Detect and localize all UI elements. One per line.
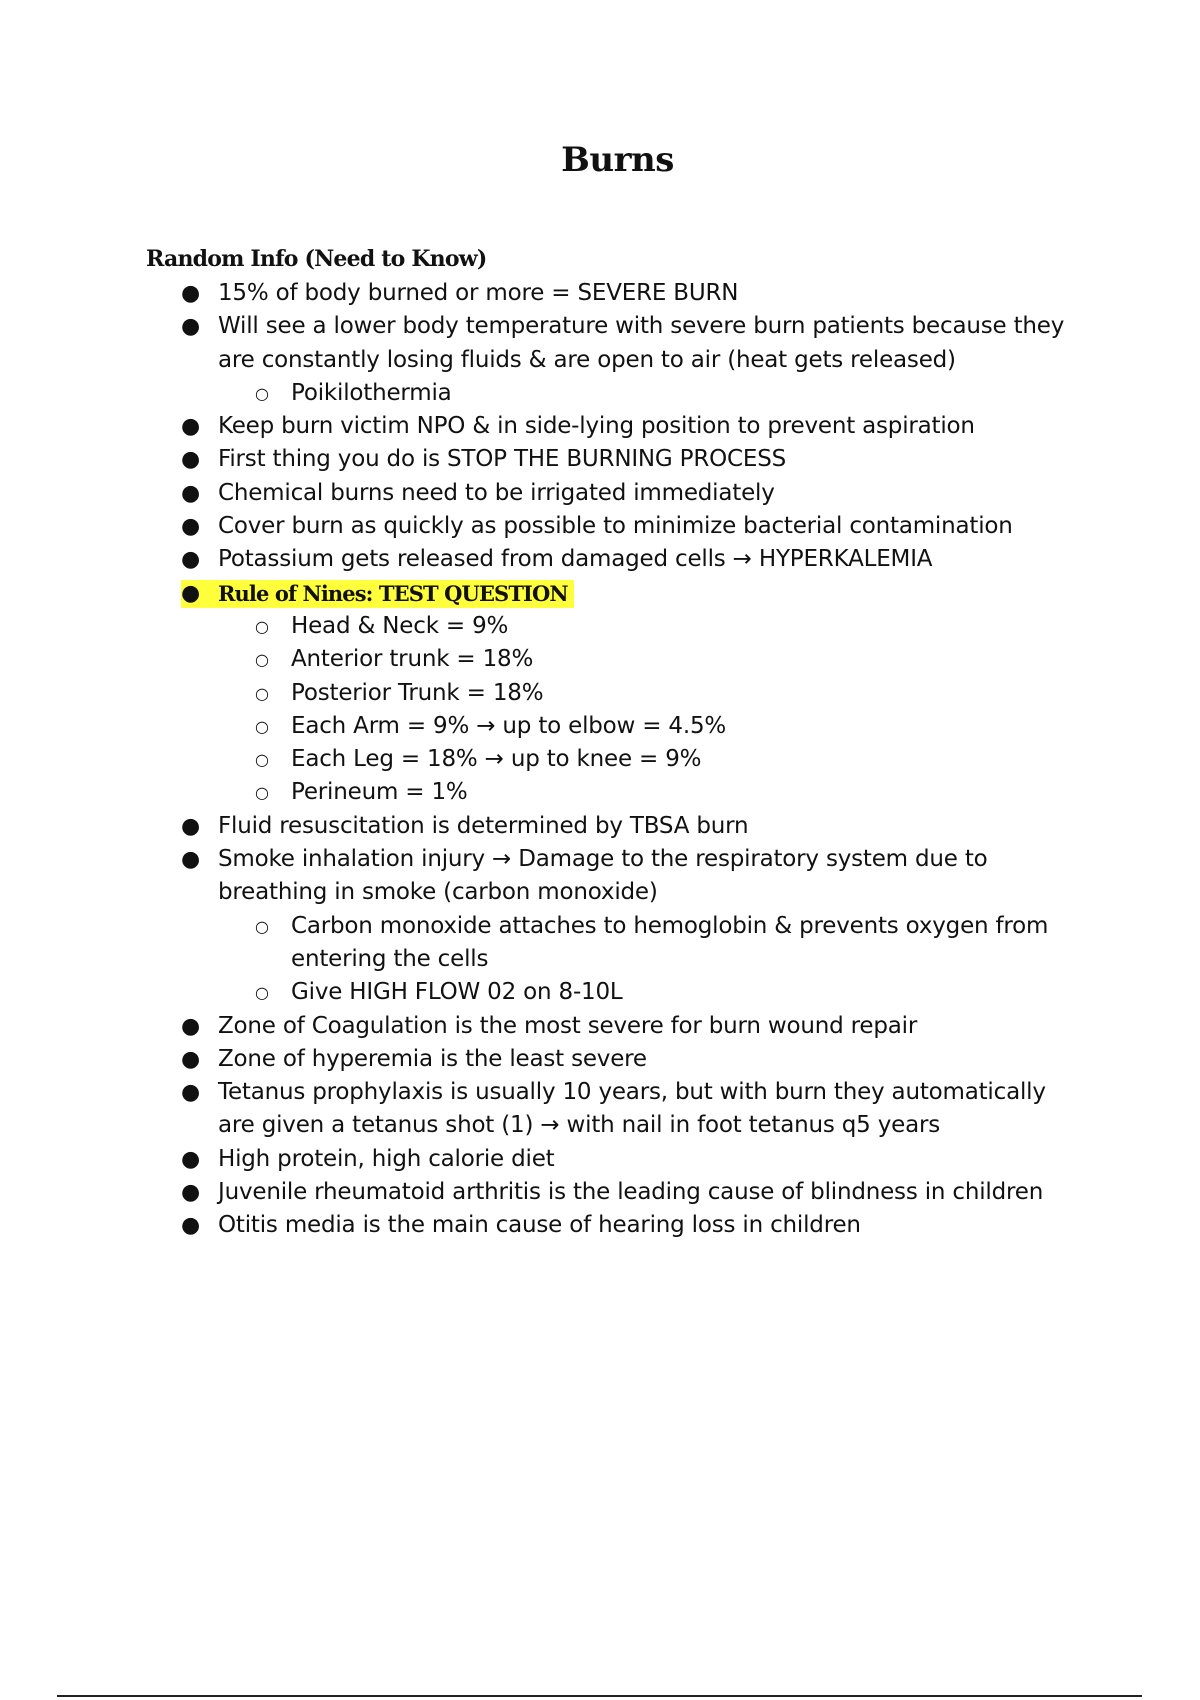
sub-bullet-icon: ○ [255, 916, 269, 936]
list-item [0, 1143, 1200, 1176]
sub-bullet-icon: ○ [255, 650, 269, 670]
sub-list-item [0, 610, 1200, 643]
bullet-icon: ● [181, 1080, 201, 1106]
list-item-text: 15% of body burned or more = SEVERE BURN [218, 280, 739, 306]
list-item-text: Cover burn as quickly as possible to minimize bacterial contamination [218, 513, 1013, 540]
list-item [0, 1209, 1200, 1242]
sub-bullet-icon: ○ [255, 683, 269, 703]
highlighted-list-item [0, 577, 1200, 610]
sub-list-item [0, 776, 1200, 809]
list-item [0, 810, 1200, 843]
list-item-text: are constantly losing fluids & are open to air (heat gets released) [218, 346, 956, 373]
sub-list-item-text: Give HIGH FLOW 02 on 8-10L [291, 979, 623, 1006]
sub-list-item-continuation [0, 943, 1200, 976]
bullet-icon: ● [181, 813, 201, 839]
list-item [0, 477, 1200, 510]
sub-list-item-text: Each Arm = 9% → up to elbow = 4.5% [291, 712, 727, 739]
list-item-text: High protein, high calorie diet [218, 1145, 555, 1172]
list-item-text: Potassium gets released from damaged cells → HYPERKALEMIA [218, 546, 933, 573]
sub-list-item-text: entering the cells [291, 945, 489, 972]
bullet-icon: ● [181, 480, 201, 506]
list-item-text: Zone of hyperemia is the least severe [218, 1045, 647, 1072]
sub-list-item-text: Anterior trunk = 18% [291, 646, 534, 673]
sub-list-item [0, 710, 1200, 743]
bullet-icon: ● [181, 580, 201, 606]
list-item-text: Will see a lower body temperature with severe burn patients because they [218, 313, 1065, 340]
list-item-text: Tetanus prophylaxis is usually 10 years, but with burn they automatically [218, 1079, 1046, 1106]
list-item-text: Chemical burns need to be irrigated immediately [218, 479, 775, 506]
list-item-text: Fluid resuscitation is determined by TBSA burn [218, 812, 749, 839]
list-item [0, 543, 1200, 576]
sub-list-item [0, 677, 1200, 710]
bullet-icon: ● [181, 1213, 201, 1239]
bullet-icon: ● [181, 314, 201, 340]
sub-list-item-text: Each Leg = 18% → up to knee = 9% [291, 746, 702, 773]
list-item [0, 1076, 1200, 1109]
page-bottom-rule [57, 1695, 1142, 1697]
list-item-text: Keep burn victim NPO & in side-lying position to prevent aspiration [218, 413, 975, 440]
list-item-text: Juvenile rheumatoid arthritis is the leading cause of blindness in children [218, 1179, 1044, 1206]
highlighted-text: Rule of Nines: TEST QUESTION [218, 580, 568, 606]
list-item-text: Zone of Coagulation is the most severe for burn wound repair [218, 1012, 918, 1039]
bullet-icon: ● [181, 1146, 201, 1172]
list-item [0, 1010, 1200, 1043]
notes-list [0, 277, 1200, 1243]
list-item [0, 310, 1200, 343]
sub-bullet-icon: ○ [255, 783, 269, 803]
bullet-icon: ● [181, 447, 201, 473]
bullet-icon: ● [181, 847, 201, 873]
list-item [0, 1176, 1200, 1209]
bullet-icon: ● [181, 1180, 201, 1206]
sub-list-item-text: Posterior Trunk = 18% [291, 679, 544, 706]
list-item [0, 843, 1200, 876]
sub-list-item [0, 743, 1200, 776]
list-item-text: are given a tetanus shot (1) → with nail in foot tetanus q5 years [218, 1112, 941, 1139]
section-heading: Random Info (Need to Know) [146, 246, 487, 272]
sub-bullet-icon: ○ [255, 983, 269, 1003]
list-item-continuation [0, 876, 1200, 909]
list-item-continuation [0, 1109, 1200, 1142]
list-item-text: Smoke inhalation injury → Damage to the respiratory system due to [218, 846, 988, 873]
sub-bullet-icon: ○ [255, 616, 269, 636]
sub-list-item-text: Perineum = 1% [291, 779, 468, 806]
list-item-text: Otitis media is the main cause of hearing loss in children [218, 1212, 861, 1239]
sub-list-item-text: Carbon monoxide attaches to hemoglobin & prevents oxygen from [291, 912, 1049, 939]
list-item-continuation [0, 344, 1200, 377]
list-item [0, 510, 1200, 543]
sub-bullet-icon: ○ [255, 716, 269, 736]
sub-list-item [0, 910, 1200, 943]
sub-bullet-icon: ○ [255, 750, 269, 770]
list-item [0, 1043, 1200, 1076]
list-item-text: First thing you do is STOP THE BURNING PROCESS [218, 446, 787, 473]
page-title: Burns [561, 140, 674, 180]
sub-list-item [0, 976, 1200, 1009]
bullet-icon: ● [181, 514, 201, 540]
list-item [0, 277, 1200, 310]
sub-bullet-icon: ○ [255, 383, 269, 403]
list-item-text: breathing in smoke (carbon monoxide) [218, 879, 658, 906]
bullet-icon: ● [181, 547, 201, 573]
bullet-icon: ● [181, 1046, 201, 1072]
sub-list-item [0, 643, 1200, 676]
list-item [0, 443, 1200, 476]
sub-list-item-text: Poikilothermia [291, 379, 452, 406]
sub-list-item-text: Head & Neck = 9% [291, 612, 509, 639]
sub-list-item [0, 377, 1200, 410]
bullet-icon: ● [181, 1013, 201, 1039]
bullet-icon: ● [181, 414, 201, 440]
bullet-icon: ● [181, 281, 201, 306]
list-item [0, 410, 1200, 443]
